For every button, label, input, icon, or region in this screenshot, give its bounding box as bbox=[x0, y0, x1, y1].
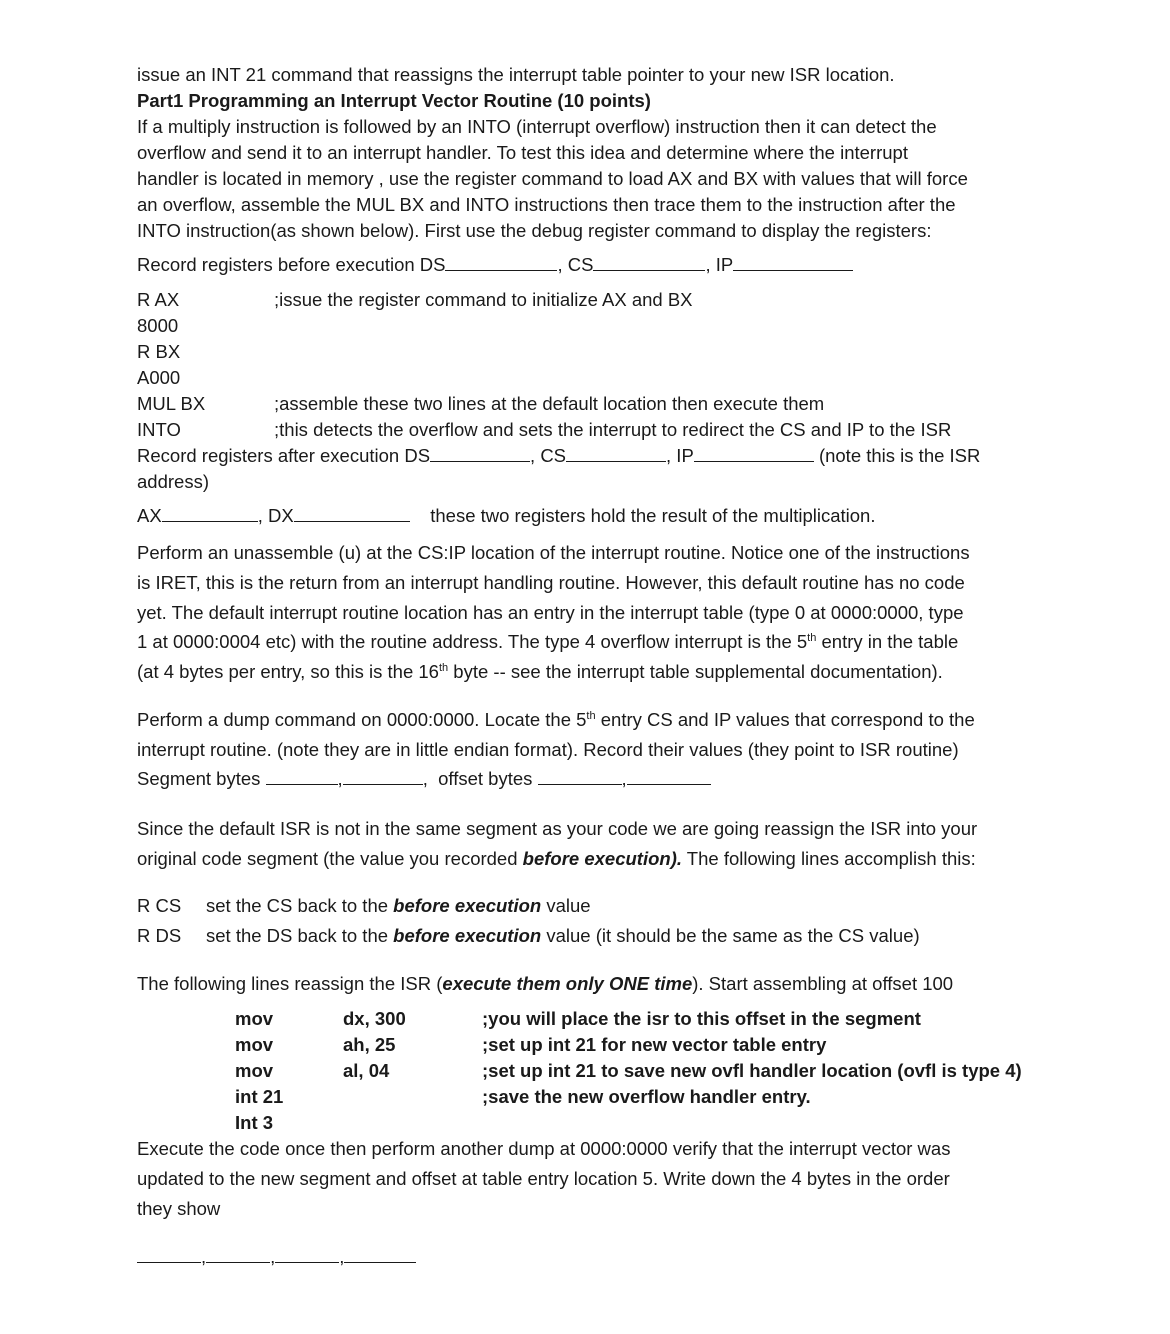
bytes-row: Segment bytes , , offset bytes , bbox=[137, 764, 711, 794]
para3-line bbox=[137, 705, 975, 735]
emphasis: before execution bbox=[393, 895, 542, 916]
para2-line bbox=[137, 627, 958, 657]
segment-bytes-label: Segment bytes bbox=[137, 768, 261, 789]
ax-label: AX bbox=[137, 505, 162, 526]
superscript: th bbox=[807, 632, 817, 644]
text: value (it should be the same as the CS value) bbox=[541, 925, 920, 946]
text: entry in the table bbox=[816, 631, 959, 652]
rcs-desc bbox=[206, 891, 591, 921]
para3-line: interrupt routine. (note they are in little endian format). Record their values (they point to ISR routine) bbox=[137, 739, 959, 760]
cs-label: , CS bbox=[530, 445, 567, 466]
para5-line: Execute the code once then perform another dump at 0000:0000 verify that the interrupt vector was bbox=[137, 1138, 951, 1159]
text: original code segment (the value you recorded bbox=[137, 848, 523, 869]
para5-line: they show bbox=[137, 1198, 221, 1219]
para1-line: overflow and send it to an interrupt handler. To test this idea and determine where the interrupt bbox=[137, 142, 908, 163]
ds-after-blank[interactable] bbox=[430, 447, 530, 462]
para4-line bbox=[137, 844, 976, 874]
offset-bytes-label: offset bytes bbox=[438, 768, 533, 789]
byte-blank[interactable] bbox=[206, 1248, 270, 1263]
ip-label: , IP bbox=[705, 254, 734, 275]
asm-arg: ah, 25 bbox=[343, 1034, 396, 1055]
asm-op: mov bbox=[235, 1034, 274, 1055]
cmd-comment: ;issue the register command to initialize AX and BX bbox=[274, 289, 693, 310]
para2-line bbox=[137, 657, 943, 687]
text: value bbox=[541, 895, 591, 916]
byte-blank[interactable] bbox=[137, 1248, 201, 1263]
dx-label: , DX bbox=[257, 505, 294, 526]
reassign-line bbox=[137, 969, 953, 999]
text: set the CS back to the bbox=[206, 895, 394, 916]
asm-comment: ;set up int 21 to save new ovfl handler location (ovfl is type 4) bbox=[482, 1060, 1022, 1081]
para1-line: INTO instruction(as shown below). First use the debug register command to display the registers: bbox=[137, 220, 932, 241]
emphasis: execute them only ONE time bbox=[442, 973, 693, 994]
cmd-value: 8000 bbox=[137, 315, 179, 336]
asm-op: int 21 bbox=[235, 1086, 284, 1107]
offset-byte-blank[interactable] bbox=[627, 770, 711, 785]
text: Perform a dump command on 0000:0000. Locate the 5 bbox=[137, 709, 587, 730]
emphasis: before execution bbox=[393, 925, 542, 946]
dx-blank[interactable] bbox=[294, 507, 410, 522]
superscript: th bbox=[438, 662, 449, 674]
cmd-into: INTO bbox=[137, 419, 181, 440]
para1-line: If a multiply instruction is followed by an INTO (interrupt overflow) instruction then it can detect the bbox=[137, 116, 937, 137]
record-before-row bbox=[137, 252, 853, 278]
cmd-r-cs: R CS bbox=[137, 895, 182, 916]
part-heading: Part1 Programming an Interrupt Vector Routine (10 points) bbox=[137, 90, 651, 111]
segment-byte-blank[interactable] bbox=[266, 770, 338, 785]
superscript: th bbox=[586, 710, 596, 722]
offset-byte-blank[interactable] bbox=[538, 770, 622, 785]
text: 1 at 0000:0004 etc) with the routine address. The type 4 overflow interrupt is the 5 bbox=[137, 631, 808, 652]
text: ). Start assembling at offset 100 bbox=[692, 973, 954, 994]
segment-byte-blank[interactable] bbox=[343, 770, 423, 785]
text: entry CS and IP values that correspond to the bbox=[595, 709, 975, 730]
ip-before-blank[interactable] bbox=[733, 256, 853, 271]
text: The following lines accomplish this: bbox=[682, 848, 976, 869]
para1-line: handler is located in memory , use the register command to load AX and BX with values that will force bbox=[137, 168, 968, 189]
para2-line: is IRET, this is the return from an interrupt handling routine. However, this default routine has no code bbox=[137, 572, 965, 593]
cs-label: , CS bbox=[557, 254, 594, 275]
asm-comment: ;save the new overflow handler entry. bbox=[482, 1086, 811, 1107]
text: (at 4 bytes per entry, so this is the 16 bbox=[137, 661, 439, 682]
final-bytes-row: , , , bbox=[137, 1242, 416, 1272]
cs-before-blank[interactable] bbox=[593, 256, 705, 271]
ax-dx-note: these two registers hold the result of the multiplication. bbox=[430, 505, 876, 526]
para5-line: updated to the new segment and offset at table entry location 5. Write down the 4 bytes in the order bbox=[137, 1168, 950, 1189]
asm-comment: ;you will place the isr to this offset in the segment bbox=[482, 1008, 921, 1029]
intro-text: issue an INT 21 command that reassigns the interrupt table pointer to your new ISR location. bbox=[137, 64, 895, 85]
emphasis: before execution). bbox=[522, 848, 682, 869]
para2-line: yet. The default interrupt routine location has an entry in the interrupt table (type 0 at 0000:0000, type bbox=[137, 602, 964, 623]
isr-note: (note this is the ISR bbox=[818, 445, 981, 466]
cmd-r-ds: R DS bbox=[137, 925, 182, 946]
isr-note-cont: address) bbox=[137, 471, 209, 492]
ax-dx-row bbox=[137, 503, 876, 529]
para2-line: Perform an unassemble (u) at the CS:IP location of the interrupt routine. Notice one of the instructions bbox=[137, 542, 970, 563]
cmd-r-ax: R AX bbox=[137, 289, 180, 310]
cmd-comment: ;this detects the overflow and sets the interrupt to redirect the CS and IP to the ISR bbox=[274, 419, 952, 440]
cmd-value: A000 bbox=[137, 367, 181, 388]
para4-line: Since the default ISR is not in the same segment as your code we are going reassign the ISR into your bbox=[137, 818, 978, 839]
byte-blank[interactable] bbox=[344, 1248, 416, 1263]
para1-line: an overflow, assemble the MUL BX and INTO instructions then trace them to the instruction after the bbox=[137, 194, 956, 215]
cmd-comment: ;assemble these two lines at the default location then execute them bbox=[274, 393, 825, 414]
ip-label: , IP bbox=[666, 445, 694, 466]
ax-blank[interactable] bbox=[162, 507, 258, 522]
ds-before-blank[interactable] bbox=[445, 256, 557, 271]
record-before-label: Record registers before execution DS bbox=[137, 254, 446, 275]
asm-op: mov bbox=[235, 1008, 274, 1029]
asm-arg: dx, 300 bbox=[343, 1008, 406, 1029]
asm-op: mov bbox=[235, 1060, 274, 1081]
byte-blank[interactable] bbox=[275, 1248, 339, 1263]
ip-after-blank[interactable] bbox=[694, 447, 814, 462]
cs-after-blank[interactable] bbox=[566, 447, 666, 462]
record-after-label: Record registers after execution DS bbox=[137, 445, 431, 466]
asm-op: Int 3 bbox=[235, 1112, 274, 1133]
cmd-mul-bx: MUL BX bbox=[137, 393, 206, 414]
text: set the DS back to the bbox=[206, 925, 394, 946]
rds-desc bbox=[206, 921, 920, 951]
record-after-row bbox=[137, 443, 980, 469]
text: The following lines reassign the ISR ( bbox=[137, 973, 443, 994]
text: byte -- see the interrupt table supplemental documentation). bbox=[448, 661, 943, 682]
asm-arg: al, 04 bbox=[343, 1060, 390, 1081]
cmd-r-bx: R BX bbox=[137, 341, 181, 362]
asm-comment: ;set up int 21 for new vector table entry bbox=[482, 1034, 827, 1055]
